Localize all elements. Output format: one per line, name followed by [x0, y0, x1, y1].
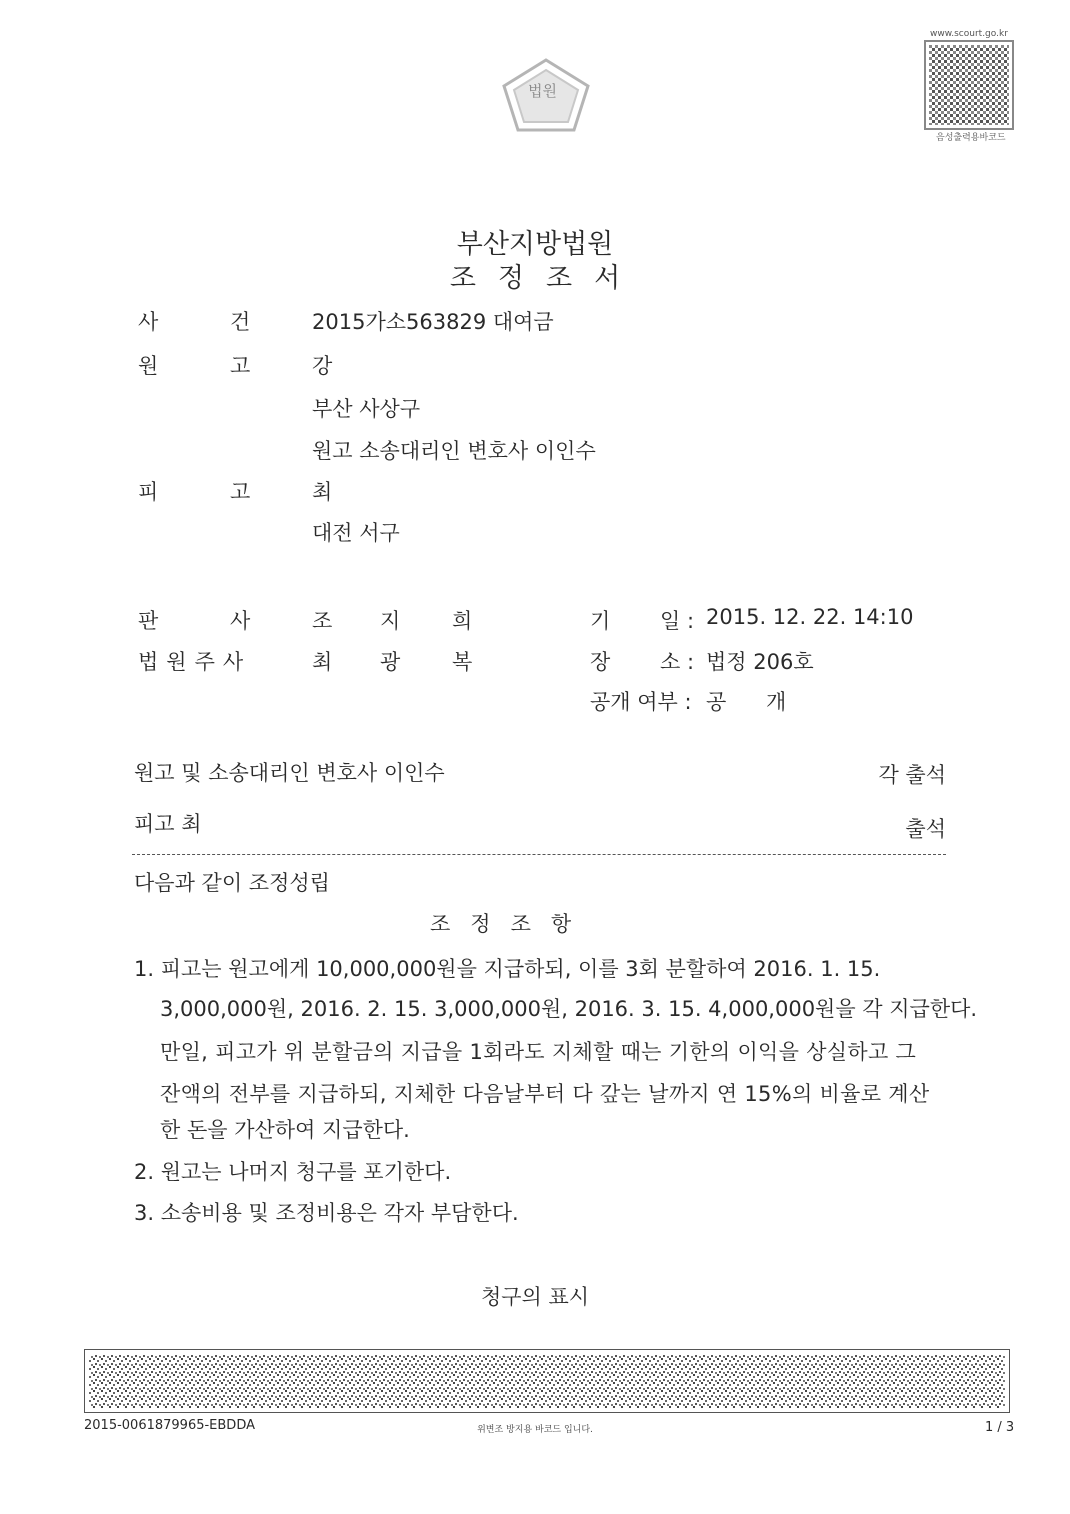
attendance-status: 각 출석 [878, 763, 946, 787]
judge-name: 지 [380, 609, 401, 633]
emblem-label: 법원 [528, 82, 557, 100]
term-1-continued: 3,000,000원, 2016. 2. 15. 3,000,000원, 2016. 3. 15. 4,000,000원을 각 지급한다. [160, 997, 978, 1021]
terms-title: 조정조항 [430, 912, 592, 936]
agreement-intro: 다음과 같이 조정성립 [134, 871, 330, 895]
clerk-label: 법원주사 [138, 650, 252, 674]
public-value: 공 [706, 690, 727, 714]
claim-heading: 청구의 표시 [480, 1285, 590, 1309]
term-1: 1. 피고는 원고에게 10,000,000원을 지급하되, 이를 3회 분할하여 2016. 1. 15. [134, 957, 881, 981]
attendance-party: 피고 최 [134, 812, 202, 836]
term-1-continued: 잔액의 전부를 지급하되, 지체한 다음날부터 다 갚는 날까지 연 15%의 비율로 계산 [160, 1082, 930, 1106]
judge-label: 사 [230, 609, 251, 633]
voice-output-qr-code-icon [924, 40, 1014, 130]
attendance-status: 출석 [905, 817, 946, 841]
clerk-name: 복 [452, 650, 473, 674]
plaintiff-name: 강 [312, 354, 333, 378]
plaintiff-address: 부산 사상구 [312, 397, 421, 421]
qr-caption: 음성출력용바코드 [936, 133, 1006, 143]
plaintiff-attorney: 원고 소송대리인 변호사 이인수 [312, 439, 596, 463]
defendant-address: 대전 서구 [312, 521, 400, 545]
case-number: 2015가소563829 대여금 [312, 310, 554, 334]
defendant-name: 최 [312, 480, 333, 504]
term-1-continued: 만일, 피고가 위 분할금의 지급을 1회라도 지체할 때는 기한의 이익을 상실하고 그 [160, 1040, 917, 1064]
term-2: 2. 원고는 나머지 청구를 포기한다. [134, 1160, 452, 1184]
judge-name: 희 [452, 609, 473, 633]
clerk-name: 최 [312, 650, 333, 674]
judge-name: 조 [312, 609, 333, 633]
attendance-party: 원고 및 소송대리인 변호사 이인수 [134, 761, 445, 785]
term-3: 3. 소송비용 및 조정비용은 각자 부담한다. [134, 1201, 519, 1225]
public-label: 공개 여부 : [590, 690, 692, 714]
place-label: 장 [590, 650, 611, 674]
date-label: 일 : [660, 609, 695, 633]
plaintiff-label: 고 [230, 354, 251, 378]
court-name: 부산지방법원 [456, 229, 614, 260]
page-number: 1 / 3 [985, 1420, 1015, 1435]
judge-label: 판 [138, 609, 159, 633]
place-label: 소 : [660, 650, 695, 674]
anti-forgery-barcode-icon [84, 1349, 1010, 1413]
site-url: www.scourt.go.kr [930, 29, 1008, 39]
clerk-name: 광 [380, 650, 401, 674]
session-place: 법정 206호 [706, 650, 814, 674]
session-date: 2015. 12. 22. 14:10 [706, 605, 914, 629]
barcode-caption: 위변조 방지용 바코드 입니다. [477, 1425, 593, 1435]
term-1-continued: 한 돈을 가산하여 지급한다. [160, 1118, 410, 1142]
section-divider [132, 854, 946, 855]
plaintiff-label: 원 [138, 354, 159, 378]
defendant-label: 고 [230, 480, 251, 504]
date-label: 기 [590, 609, 611, 633]
case-label: 건 [230, 310, 251, 334]
public-value: 개 [766, 690, 787, 714]
case-label: 사 [138, 310, 159, 334]
document-title: 조정조서 [449, 263, 643, 294]
barcode-number: 2015-0061879965-EBDDA [84, 1418, 255, 1433]
defendant-label: 피 [138, 480, 159, 504]
